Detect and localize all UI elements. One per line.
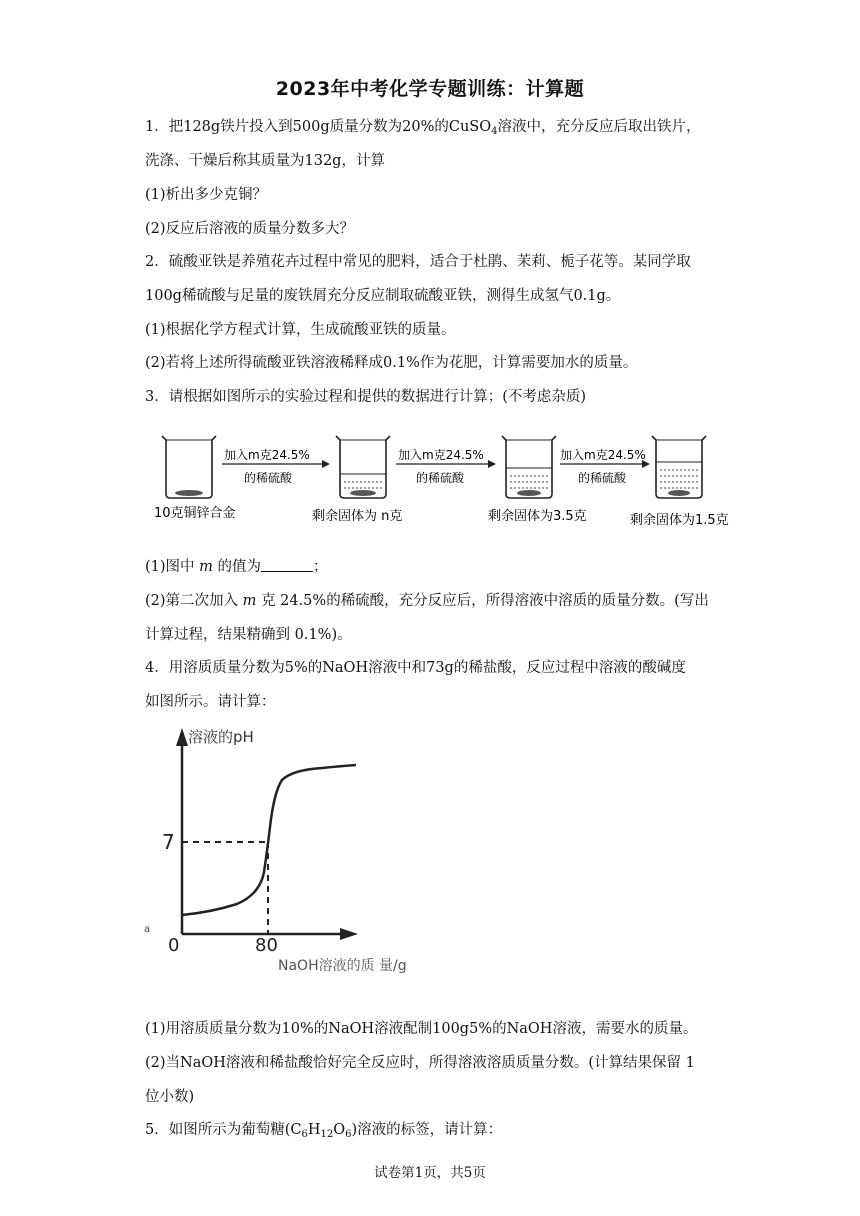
page-footer: 试卷第1页，共5页 [374,1165,486,1181]
q3-p2-variable: m [242,593,257,609]
beaker-3 [502,436,556,498]
q2-line-2: 100g稀硫酸与足量的废铁屑充分反应制取硫酸亚铁，测得生成氢气0.1g。 [145,288,621,304]
y-tick-7: 7 [162,830,175,854]
beaker-4 [652,436,706,498]
q3-p1-variable: m [199,559,213,575]
beaker-1-label: 10克铜锌合金 [154,506,236,521]
q3-part-2-line-2: 计算过程，结果精确到 0.1%)。 [145,627,352,643]
q1-line-2: 洗涤、干燥后称其质量为132g，计算 [145,153,385,169]
q5-text-a: 5．如图所示为葡萄糖(C [145,1122,302,1138]
arrow-2-top-label: 加入m克24.5% [398,448,484,462]
q3-part-1 [145,557,328,577]
x-axis-label: NaOH溶液的质 量/g [278,958,407,974]
y-axis-label: 溶液的pH [188,728,254,746]
q5-line-1 [145,1120,502,1145]
beaker-4-label: 剩余固体为1.5克 [630,513,729,528]
q3-part-2 [145,591,709,611]
q3-p2-text-b: 克 24.5%的稀硫酸，充分反应后，所得溶液中溶质的质量分数。(写出 [261,593,709,609]
q3-p1-text-a: (1)图中 [145,559,195,575]
q1-text-a: 1．把128g铁片投入到500g质量分数为20%的CuSO [145,119,492,135]
q5-sub-1: 6 [301,1129,308,1140]
beaker-3-label: 剩余固体为3.5克 [488,509,587,524]
q4-part-2: (2)当NaOH溶液和稀盐酸恰好完全反应时，所得溶液溶质质量分数。(计算结果保留 1 [145,1055,695,1071]
q5-sub-2: 12 [320,1129,334,1140]
arrow-1 [222,447,330,485]
page-title: 2023年中考化学专题训练：计算题 [275,78,585,100]
arrow-2-bottom-label: 的稀硫酸 [416,471,465,485]
q1-line-1 [145,117,701,142]
ph-curve-graph [142,722,407,977]
q2-line-1: 2．硫酸亚铁是养殖花卉过程中常见的肥料，适合于杜鹃、茉莉、栀子花等。某同学取 [145,254,691,270]
answer-blank[interactable] [261,557,313,572]
arrow-3-top-label: 加入m克24.5% [560,448,646,462]
q4-line-2: 如图所示。请计算： [145,694,276,710]
q4-part-2-line-2: 位小数) [145,1089,195,1105]
arrow-2 [396,447,496,485]
q5-text-d: )溶液的标签，请计算： [351,1122,503,1138]
q1-part-2: (2)反应后溶液的质量分数多大？ [145,221,355,237]
q3-p2-text-a: (2)第二次加入 [145,593,239,609]
q2-part-2: (2)若将上述所得硫酸亚铁溶液稀释成0.1%作为花肥，计算需要加水的质量。 [145,355,638,371]
q4-line-1: 4．用溶质质量分数为5%的NaOH溶液中和73g的稀盐酸，反应过程中溶液的酸碱度 [145,660,686,676]
arrow-1-bottom-label: 的稀硫酸 [244,471,293,485]
beaker-2-label: 剩余固体为 n克 [312,509,403,524]
ph-curve [182,765,356,915]
q1-subscript: 4 [491,126,498,137]
edge-mark: a [144,924,151,935]
q1-text-b: 溶液中，充分反应后取出铁片， [497,119,701,135]
q3-p1-text-b: 的值为 [217,559,262,575]
q3-p1-text-c: ； [313,559,328,575]
q2-part-1: (1)根据化学方程式计算，生成硫酸亚铁的质量。 [145,322,456,338]
q5-sub-3: 6 [345,1129,352,1140]
arrow-1-top-label: 加入m克24.5% [224,448,310,462]
beaker-2 [336,436,390,498]
q5-text-b: H [307,1122,321,1138]
x-tick-80: 80 [255,935,278,956]
x-axis-arrow [340,928,358,940]
q4-part-1: (1)用溶质质量分数为10%的NaOH溶液配制100g5%的NaOH溶液，需要水的质量。 [145,1021,698,1037]
q1-part-1: (1)析出多少克铜？ [145,187,268,203]
arrow-3 [560,447,650,485]
q5-text-c: O [333,1122,346,1138]
beaker-experiment-figure [150,428,740,533]
q3-line-1: 3．请根据如图所示的实验过程和提供的数据进行计算；(不考虑杂质) [145,389,587,405]
origin-label: 0 [168,935,180,956]
arrow-3-bottom-label: 的稀硫酸 [578,471,627,485]
y-axis-arrow [176,728,188,746]
beaker-1 [162,436,216,498]
